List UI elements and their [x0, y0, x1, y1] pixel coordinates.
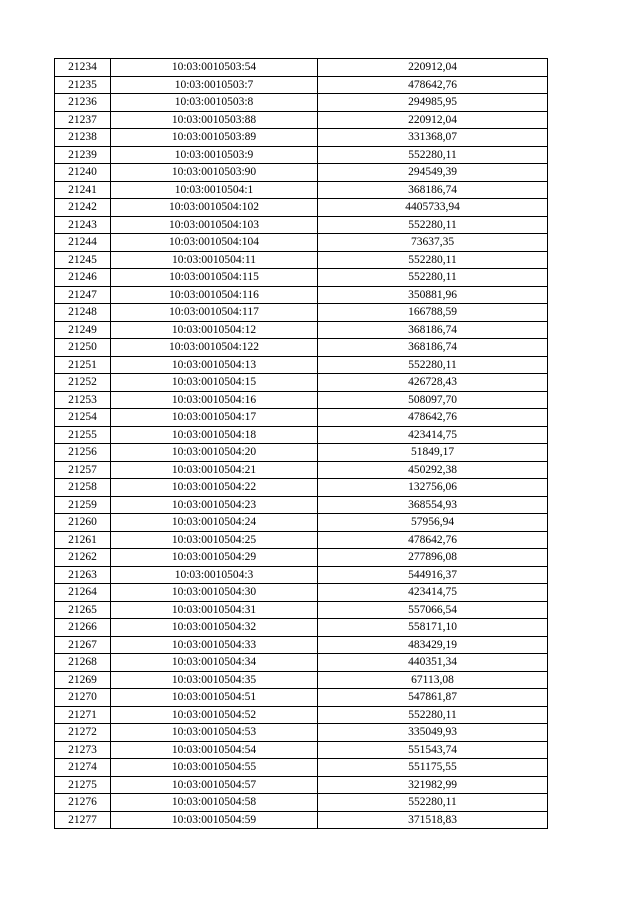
- table-row: [55, 111, 548, 129]
- value-cell: 551175,55: [318, 759, 548, 777]
- row-number-cell: 21271: [55, 706, 111, 724]
- row-number-cell: 21255: [55, 426, 111, 444]
- value-cell: 368554,93: [318, 496, 548, 514]
- row-number-cell: 21264: [55, 584, 111, 602]
- table-row: [55, 794, 548, 812]
- value-cell: 132756,06: [318, 479, 548, 497]
- row-number-cell: 21259: [55, 496, 111, 514]
- table-row: [55, 741, 548, 759]
- value-cell: 57956,94: [318, 514, 548, 532]
- cadastral-number-cell: 10:03:0010503:7: [111, 76, 318, 94]
- row-number-cell: 21267: [55, 636, 111, 654]
- cadastral-number-cell: 10:03:0010504:34: [111, 654, 318, 672]
- value-cell: 450292,38: [318, 461, 548, 479]
- value-cell: 423414,75: [318, 426, 548, 444]
- table-row: [55, 689, 548, 707]
- cadastral-number-cell: 10:03:0010504:20: [111, 444, 318, 462]
- cadastral-number-cell: 10:03:0010504:102: [111, 199, 318, 217]
- row-number-cell: 21246: [55, 269, 111, 287]
- table-row: [55, 531, 548, 549]
- row-number-cell: 21270: [55, 689, 111, 707]
- value-cell: 508097,70: [318, 391, 548, 409]
- value-cell: 294549,39: [318, 164, 548, 182]
- row-number-cell: 21244: [55, 234, 111, 252]
- cadastral-number-cell: 10:03:0010504:33: [111, 636, 318, 654]
- row-number-cell: 21252: [55, 374, 111, 392]
- table-body: [55, 59, 548, 829]
- value-cell: 478642,76: [318, 409, 548, 427]
- value-cell: 371518,83: [318, 811, 548, 829]
- value-cell: 478642,76: [318, 531, 548, 549]
- cadastral-number-cell: 10:03:0010504:11: [111, 251, 318, 269]
- value-cell: 544916,37: [318, 566, 548, 584]
- cadastral-number-cell: 10:03:0010504:122: [111, 339, 318, 357]
- table-row: [55, 776, 548, 794]
- table-row: [55, 356, 548, 374]
- cadastral-number-cell: 10:03:0010503:54: [111, 59, 318, 77]
- row-number-cell: 21263: [55, 566, 111, 584]
- table-row: [55, 426, 548, 444]
- cadastral-number-cell: 10:03:0010504:57: [111, 776, 318, 794]
- cadastral-number-cell: 10:03:0010504:35: [111, 671, 318, 689]
- table-row: [55, 129, 548, 147]
- cadastral-number-cell: 10:03:0010504:52: [111, 706, 318, 724]
- table-row: [55, 636, 548, 654]
- value-cell: 4405733,94: [318, 199, 548, 217]
- table-row: [55, 216, 548, 234]
- table-row: [55, 251, 548, 269]
- table-row: [55, 304, 548, 322]
- row-number-cell: 21248: [55, 304, 111, 322]
- value-cell: 552280,11: [318, 216, 548, 234]
- value-cell: 552280,11: [318, 794, 548, 812]
- table-row: [55, 409, 548, 427]
- value-cell: 440351,34: [318, 654, 548, 672]
- row-number-cell: 21269: [55, 671, 111, 689]
- value-cell: 547861,87: [318, 689, 548, 707]
- table-row: [55, 514, 548, 532]
- value-cell: 552280,11: [318, 251, 548, 269]
- row-number-cell: 21238: [55, 129, 111, 147]
- row-number-cell: 21247: [55, 286, 111, 304]
- cadastral-number-cell: 10:03:0010504:16: [111, 391, 318, 409]
- table-row: [55, 391, 548, 409]
- value-cell: 277896,08: [318, 549, 548, 567]
- row-number-cell: 21274: [55, 759, 111, 777]
- row-number-cell: 21251: [55, 356, 111, 374]
- value-cell: 73637,35: [318, 234, 548, 252]
- row-number-cell: 21256: [55, 444, 111, 462]
- row-number-cell: 21253: [55, 391, 111, 409]
- cadastral-number-cell: 10:03:0010503:8: [111, 94, 318, 112]
- row-number-cell: 21254: [55, 409, 111, 427]
- table-row: [55, 601, 548, 619]
- row-number-cell: 21245: [55, 251, 111, 269]
- value-cell: 294985,95: [318, 94, 548, 112]
- table-row: [55, 94, 548, 112]
- cadastral-number-cell: 10:03:0010504:15: [111, 374, 318, 392]
- value-cell: 67113,08: [318, 671, 548, 689]
- cadastral-number-cell: 10:03:0010504:30: [111, 584, 318, 602]
- cadastral-number-cell: 10:03:0010504:55: [111, 759, 318, 777]
- value-cell: 51849,17: [318, 444, 548, 462]
- cadastral-number-cell: 10:03:0010504:29: [111, 549, 318, 567]
- table-row: [55, 724, 548, 742]
- row-number-cell: 21242: [55, 199, 111, 217]
- row-number-cell: 21237: [55, 111, 111, 129]
- cadastral-value-table: [54, 58, 548, 829]
- table-row: [55, 59, 548, 77]
- cadastral-number-cell: 10:03:0010504:115: [111, 269, 318, 287]
- cadastral-number-cell: 10:03:0010504:25: [111, 531, 318, 549]
- row-number-cell: 21260: [55, 514, 111, 532]
- table-row: [55, 269, 548, 287]
- row-number-cell: 21273: [55, 741, 111, 759]
- row-number-cell: 21262: [55, 549, 111, 567]
- value-cell: 335049,93: [318, 724, 548, 742]
- cadastral-number-cell: 10:03:0010504:32: [111, 619, 318, 637]
- value-cell: 483429,19: [318, 636, 548, 654]
- cadastral-number-cell: 10:03:0010504:17: [111, 409, 318, 427]
- row-number-cell: 21234: [55, 59, 111, 77]
- cadastral-number-cell: 10:03:0010504:54: [111, 741, 318, 759]
- table-row: [55, 199, 548, 217]
- row-number-cell: 21249: [55, 321, 111, 339]
- value-cell: 478642,76: [318, 76, 548, 94]
- table-row: [55, 479, 548, 497]
- table-row: [55, 654, 548, 672]
- cadastral-number-cell: 10:03:0010504:59: [111, 811, 318, 829]
- table-row: [55, 759, 548, 777]
- cadastral-number-cell: 10:03:0010504:53: [111, 724, 318, 742]
- value-cell: 166788,59: [318, 304, 548, 322]
- row-number-cell: 21243: [55, 216, 111, 234]
- cadastral-number-cell: 10:03:0010504:3: [111, 566, 318, 584]
- row-number-cell: 21277: [55, 811, 111, 829]
- row-number-cell: 21265: [55, 601, 111, 619]
- table-row: [55, 444, 548, 462]
- table-row: [55, 339, 548, 357]
- cadastral-number-cell: 10:03:0010504:116: [111, 286, 318, 304]
- cadastral-number-cell: 10:03:0010504:104: [111, 234, 318, 252]
- table-row: [55, 374, 548, 392]
- row-number-cell: 21268: [55, 654, 111, 672]
- value-cell: 552280,11: [318, 146, 548, 164]
- row-number-cell: 21239: [55, 146, 111, 164]
- cadastral-number-cell: 10:03:0010504:58: [111, 794, 318, 812]
- row-number-cell: 21276: [55, 794, 111, 812]
- value-cell: 368186,74: [318, 181, 548, 199]
- value-cell: 557066,54: [318, 601, 548, 619]
- table-row: [55, 549, 548, 567]
- table-row: [55, 321, 548, 339]
- value-cell: 551543,74: [318, 741, 548, 759]
- table-row: [55, 566, 548, 584]
- row-number-cell: 21275: [55, 776, 111, 794]
- value-cell: 552280,11: [318, 706, 548, 724]
- cadastral-number-cell: 10:03:0010503:9: [111, 146, 318, 164]
- cadastral-number-cell: 10:03:0010504:31: [111, 601, 318, 619]
- value-cell: 426728,43: [318, 374, 548, 392]
- value-cell: 368186,74: [318, 321, 548, 339]
- row-number-cell: 21257: [55, 461, 111, 479]
- row-number-cell: 21236: [55, 94, 111, 112]
- table-row: [55, 461, 548, 479]
- cadastral-number-cell: 10:03:0010504:21: [111, 461, 318, 479]
- cadastral-number-cell: 10:03:0010504:13: [111, 356, 318, 374]
- table-row: [55, 234, 548, 252]
- cadastral-number-cell: 10:03:0010503:90: [111, 164, 318, 182]
- row-number-cell: 21261: [55, 531, 111, 549]
- cadastral-number-cell: 10:03:0010504:22: [111, 479, 318, 497]
- row-number-cell: 21258: [55, 479, 111, 497]
- value-cell: 552280,11: [318, 356, 548, 374]
- cadastral-number-cell: 10:03:0010504:18: [111, 426, 318, 444]
- value-cell: 423414,75: [318, 584, 548, 602]
- table-row: [55, 76, 548, 94]
- value-cell: 552280,11: [318, 269, 548, 287]
- table-row: [55, 811, 548, 829]
- value-cell: 350881,96: [318, 286, 548, 304]
- cadastral-number-cell: 10:03:0010503:89: [111, 129, 318, 147]
- cadastral-number-cell: 10:03:0010504:103: [111, 216, 318, 234]
- table-row: [55, 496, 548, 514]
- cadastral-number-cell: 10:03:0010504:51: [111, 689, 318, 707]
- value-cell: 220912,04: [318, 59, 548, 77]
- row-number-cell: 21250: [55, 339, 111, 357]
- row-number-cell: 21240: [55, 164, 111, 182]
- value-cell: 558171,10: [318, 619, 548, 637]
- cadastral-number-cell: 10:03:0010504:23: [111, 496, 318, 514]
- cadastral-number-cell: 10:03:0010504:117: [111, 304, 318, 322]
- row-number-cell: 21272: [55, 724, 111, 742]
- cadastral-number-cell: 10:03:0010504:12: [111, 321, 318, 339]
- value-cell: 220912,04: [318, 111, 548, 129]
- value-cell: 321982,99: [318, 776, 548, 794]
- table-row: [55, 619, 548, 637]
- cadastral-number-cell: 10:03:0010504:24: [111, 514, 318, 532]
- value-cell: 368186,74: [318, 339, 548, 357]
- cadastral-number-cell: 10:03:0010504:1: [111, 181, 318, 199]
- table-row: [55, 164, 548, 182]
- row-number-cell: 21266: [55, 619, 111, 637]
- table-row: [55, 181, 548, 199]
- cadastral-number-cell: 10:03:0010503:88: [111, 111, 318, 129]
- table-row: [55, 146, 548, 164]
- table-row: [55, 706, 548, 724]
- row-number-cell: 21241: [55, 181, 111, 199]
- value-cell: 331368,07: [318, 129, 548, 147]
- table-row: [55, 286, 548, 304]
- table-row: [55, 671, 548, 689]
- table-row: [55, 584, 548, 602]
- row-number-cell: 21235: [55, 76, 111, 94]
